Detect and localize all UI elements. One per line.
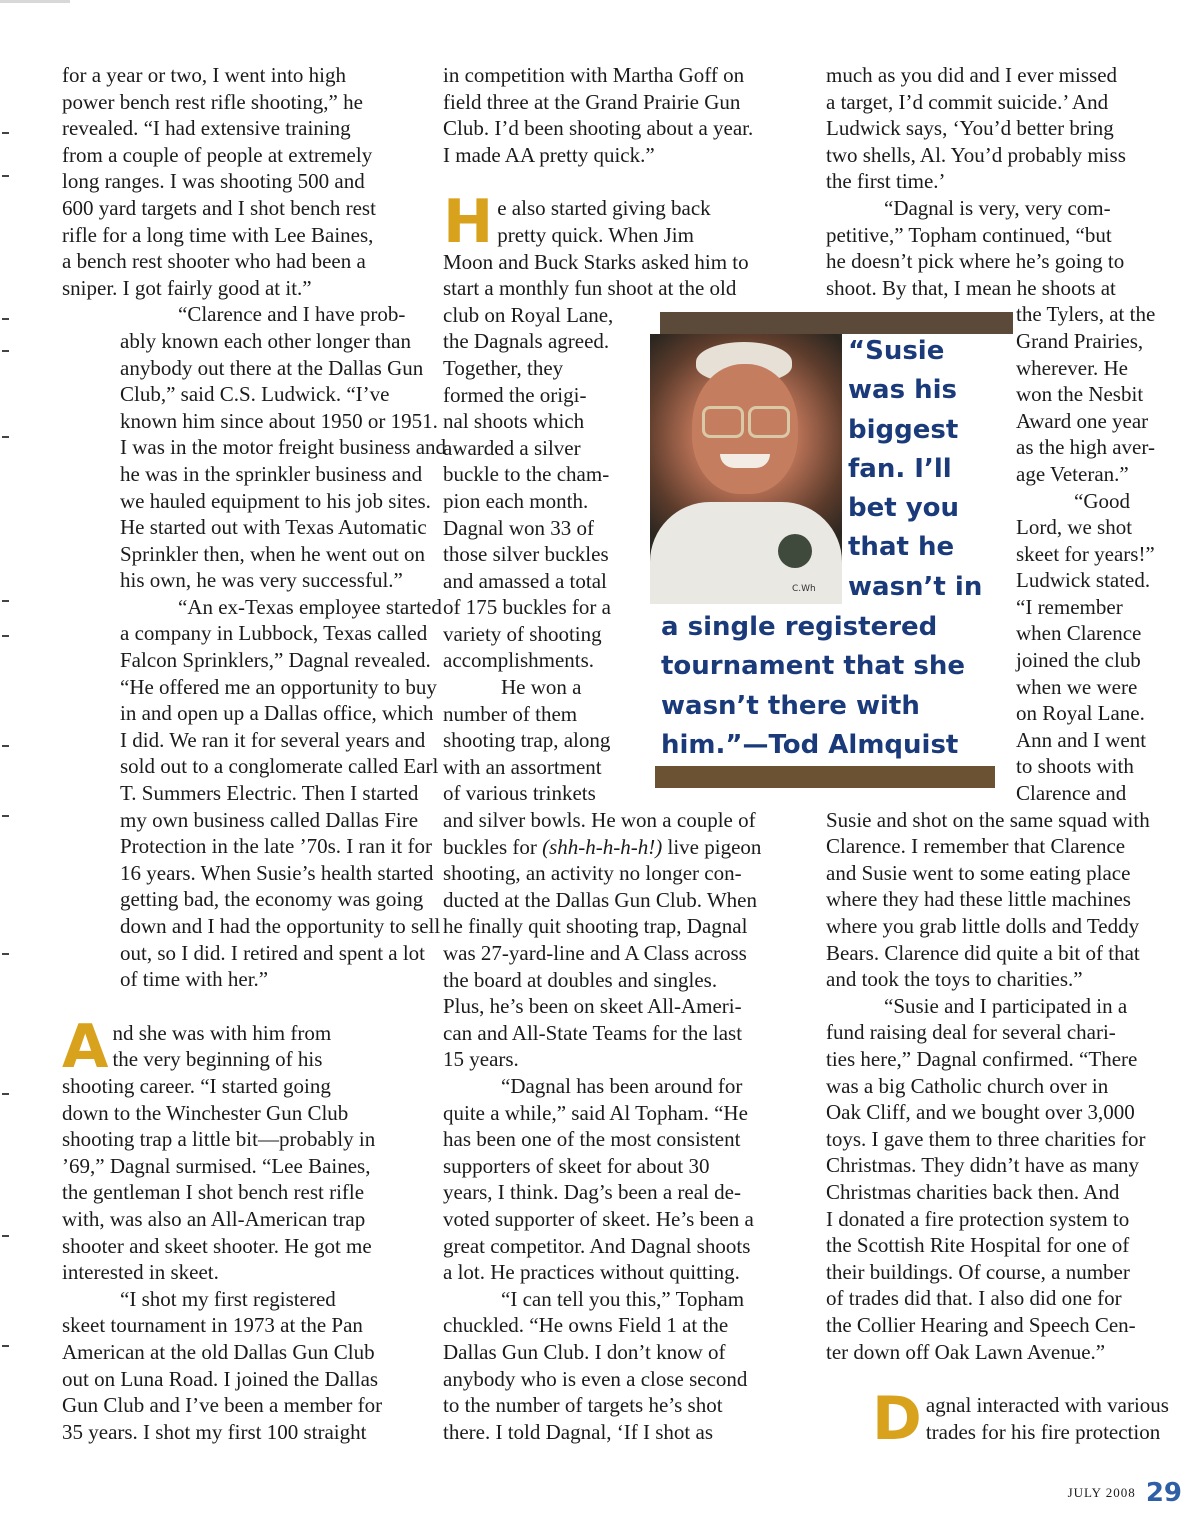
page-number: 29: [1145, 1478, 1182, 1508]
text-line: Together, they: [443, 355, 564, 380]
margin-mark: [2, 1345, 9, 1347]
text-run: buckles for: [443, 834, 543, 859]
drop-cap: D: [872, 1384, 922, 1455]
text-line: in competition with Martha Goff on: [443, 63, 745, 87]
text-line: Ludwick says, ‘You’d better bring: [826, 116, 1114, 141]
text-line: number of them: [443, 701, 578, 726]
pull-quote-bar-top: [660, 312, 1013, 334]
page-footer: [1068, 1478, 1182, 1508]
text-line: petitive,” Topham continued, “but: [826, 222, 1112, 247]
pull-quote-bar-bottom: [655, 766, 995, 788]
text-line: interested in skeet.: [62, 1260, 219, 1285]
text-line: American at the old Dallas Gun Club: [62, 1339, 375, 1364]
text-line: He won a: [501, 675, 582, 700]
text-line: ’69,” Dagnal surmised. “Lee Baines,: [62, 1153, 371, 1178]
paragraph: [443, 1073, 808, 1286]
paragraph: [62, 1286, 422, 1446]
text-line: voted supporter of skeet. He’s been a: [443, 1206, 754, 1231]
issue-date: JULY 2008: [1067, 1485, 1136, 1500]
text-line: won the Nesbit: [1016, 382, 1144, 407]
text-line: of trades did that. I also did one for: [826, 1286, 1122, 1311]
text-line: sold out to a conglomerate called Earl: [120, 754, 439, 779]
text-line: has been one of the most consistent: [443, 1127, 741, 1152]
pull-quote-top: [848, 332, 982, 607]
text-line: fund raising deal for several chari-: [826, 1020, 1116, 1045]
paragraph-dropcap: [826, 1384, 1186, 1455]
text-line: chuckled. “He owns Field 1 at the: [443, 1313, 729, 1338]
text-line: two shells, Al. You’d probably miss: [826, 142, 1126, 167]
text-line: I was in the motor freight business and: [120, 435, 447, 460]
text-line: wherever. He: [1016, 355, 1128, 380]
text-line: revealed. “I had extensive training: [62, 116, 351, 141]
text-line: to the number of targets he’s shot: [443, 1393, 723, 1418]
text-line: “An ex-Texas employee started: [178, 594, 442, 619]
text-line: Plus, he’s been on skeet All-Ameri-: [443, 994, 742, 1019]
drop-cap: H: [443, 187, 494, 258]
text-line: where they had these little machines: [826, 887, 1131, 912]
text-line: down to the Winchester Gun Club: [62, 1100, 349, 1125]
text-line: from a couple of people at extremely: [62, 142, 373, 167]
text-line: the Collier Hearing and Speech Cen-: [826, 1312, 1136, 1337]
text-line: Clarence and: [1016, 781, 1127, 806]
text-line: to shoots with: [1016, 754, 1134, 779]
text-line: quite a while,” said Al Topham. “He: [443, 1100, 748, 1125]
text-line: the very beginning of his: [112, 1047, 323, 1072]
text-line: T. Summers Electric. Then I started: [120, 781, 419, 806]
text-line: on Royal Lane.: [1016, 701, 1145, 726]
text-line: e also started giving back: [497, 196, 711, 221]
text-line: much as you did and I ever missed: [826, 63, 1118, 87]
text-line: the Scottish Rite Hospital for one of: [826, 1233, 1130, 1258]
text-line: “I remember: [1016, 594, 1123, 619]
text-line: Moon and Buck Starks asked him to: [443, 249, 749, 274]
margin-mark: [2, 350, 9, 352]
text-line: shooting trap a little bit—probably in: [62, 1127, 376, 1152]
text-line: He started out with Texas Automatic: [120, 515, 427, 540]
portrait-photo: [650, 334, 842, 604]
text-line: the first time.’: [826, 169, 946, 194]
paragraph: [62, 594, 442, 993]
text-line: awarded a silver: [443, 435, 581, 460]
shirt-logo: [778, 534, 812, 568]
text-line: trades for his fire protection: [925, 1419, 1161, 1444]
text-line: a target, I’d commit suicide.’ And: [826, 89, 1109, 114]
photo-smile: [720, 454, 770, 468]
text-line: “He offered me an opportunity to buy: [120, 674, 437, 699]
paragraph-body: [62, 1011, 422, 1286]
text-line: “I can tell you this,” Topham: [501, 1286, 745, 1311]
paragraph-body: [443, 187, 808, 301]
text-line: and silver bowls. He won a couple of: [443, 808, 756, 833]
text-line: anybody out there at the Dallas Gun: [120, 355, 424, 380]
text-line: a company in Lubbock, Texas called: [120, 621, 428, 646]
margin-mark: [2, 436, 9, 438]
text-line: biggest: [848, 414, 959, 445]
text-line: a lot. He practices without quitting.: [443, 1260, 740, 1285]
text-line: when Clarence: [1016, 621, 1142, 646]
text-line: great competitor. And Dagnal shoots: [443, 1233, 751, 1258]
text-line: out, so I did. I retired and spent a lot: [120, 940, 426, 965]
top-rule: [0, 0, 70, 3]
margin-mark: [2, 815, 9, 817]
text-line: pretty quick. When Jim: [497, 222, 694, 247]
text-line: agnal interacted with various: [925, 1393, 1169, 1418]
text-line: and Susie went to some eating place: [826, 860, 1131, 885]
text-line: my own business called Dallas Fire: [120, 807, 419, 832]
text-line: of time with her.”: [120, 967, 269, 992]
paragraph: [62, 301, 447, 594]
photo-glasses: [702, 406, 744, 438]
text-line: 35 years. I shot my first 100 straight: [62, 1419, 367, 1444]
text-line: can and All-State Teams for the last: [443, 1020, 743, 1045]
text-line: ducted at the Dallas Gun Club. When: [443, 887, 757, 912]
text-line: rifle for a long time with Lee Baines,: [62, 222, 374, 247]
paragraph: [443, 62, 808, 168]
text-line: 16 years. When Susie’s health started: [120, 860, 434, 885]
text-line: nd she was with him from: [112, 1020, 332, 1045]
text-line: nal shoots which: [443, 409, 585, 434]
text-line: “Good: [1074, 488, 1130, 513]
pull-quote-bottom: [661, 608, 965, 765]
text-line: field three at the Grand Prairie Gun: [443, 89, 741, 114]
text-line: tournament that she: [661, 651, 965, 682]
margin-mark: [2, 318, 9, 320]
text-line: bet you: [848, 493, 960, 524]
text-line: start a monthly fun shoot at the old: [443, 276, 737, 301]
text-line: he was in the sprinkler business and: [120, 461, 423, 486]
text-line: with, was also an All-American trap: [62, 1206, 366, 1231]
text-line: the gentleman I shot bench rest rifle: [62, 1180, 365, 1205]
text-line: Clarence. I remember that Clarence: [826, 834, 1126, 859]
text-line: those silver buckles: [443, 542, 609, 567]
text-line: a bench rest shooter who had been a: [62, 249, 366, 274]
text-line: “Clarence and I have prob-: [178, 302, 406, 327]
text-line: Bears. Clarence did quite a bit of that: [826, 940, 1140, 965]
margin-mark: [2, 600, 9, 602]
text-line: for a year or two, I went into high: [62, 63, 347, 87]
text-line: the board at doubles and singles.: [443, 967, 718, 992]
text-line: skeet for years!”: [1016, 541, 1155, 566]
text-line: getting bad, the economy was going: [120, 887, 424, 912]
text-line: anybody who is even a close second: [443, 1366, 748, 1391]
text-line: ter down off Oak Lawn Avenue.”: [826, 1339, 1106, 1364]
text-line: Falcon Sprinklers,” Dagnal revealed.: [120, 648, 431, 673]
italic-run: (shh-h-h-h-h!): [542, 834, 663, 859]
margin-mark: [2, 953, 9, 955]
text-line: supporters of skeet for about 30: [443, 1153, 710, 1178]
text-line: Club. I’d been shooting about a year.: [443, 116, 754, 141]
text-line: Christmas. They didn’t have as many: [826, 1153, 1140, 1178]
text-line: Gun Club and I’ve been a member for: [62, 1393, 383, 1418]
text-line: there. I told Dagnal, ‘If I shot as: [443, 1419, 713, 1444]
text-line: Susie and shot on the same squad with: [826, 807, 1150, 832]
text-line: Sprinkler then, when he went out on: [120, 541, 426, 566]
text-line: Dagnal won 33 of: [443, 515, 595, 540]
text-line: Oak Cliff, and we bought over 3,000: [826, 1100, 1135, 1125]
text-line: was a big Catholic church over in: [826, 1073, 1109, 1098]
text-line: he finally quit shooting trap, Dagnal: [443, 914, 748, 939]
text-line: shoot. By that, I mean he shoots at: [826, 275, 1116, 300]
text-line: joined the club: [1016, 648, 1141, 673]
text-line: Club,” said C.S. Ludwick. “I’ve: [120, 382, 390, 407]
text-line: skeet tournament in 1973 at the Pan: [62, 1313, 363, 1338]
margin-mark: [2, 1093, 9, 1095]
paragraph: [443, 1286, 808, 1446]
text-line: in and open up a Dallas office, which: [120, 701, 434, 726]
text-line: [443, 834, 808, 861]
text-line: Ludwick stated.: [1016, 568, 1151, 593]
margin-mark: [2, 635, 9, 637]
text-line: when we were: [1016, 674, 1138, 699]
text-line: club on Royal Lane,: [443, 302, 614, 327]
text-line: Protection in the late ’70s. I ran it for: [120, 834, 432, 859]
text-line: “Dagnal has been around for: [501, 1073, 743, 1098]
text-line: years, I think. Dag’s been a real de-: [443, 1180, 741, 1205]
text-line: the Tylers, at the: [1016, 302, 1156, 327]
text-line: Grand Prairies,: [1016, 328, 1144, 353]
paragraph: [826, 62, 1186, 195]
text-line: of various trinkets: [443, 781, 596, 806]
text-line: was his: [848, 375, 957, 406]
text-line: and took the toys to charities.”: [826, 967, 1083, 992]
text-line: as the high aver-: [1016, 435, 1155, 460]
text-line: variety of shooting: [443, 621, 602, 646]
text-line: his own, he was very successful.”: [120, 568, 403, 593]
text-line: a single registered: [661, 612, 938, 642]
text-line: shooting trap, along: [443, 728, 611, 753]
photo-glasses: [748, 406, 790, 438]
paragraph: [62, 62, 422, 301]
text-line: long ranges. I was shooting 500 and: [62, 169, 365, 194]
text-line: shooting career. “I started going: [62, 1073, 331, 1098]
text-line: Ann and I went: [1016, 727, 1147, 752]
text-line: I made AA pretty quick.”: [443, 142, 655, 167]
text-line: power bench rest rifle shooting,” he: [62, 89, 363, 114]
text-line: ties here,” Dagnal confirmed. “There: [826, 1046, 1138, 1071]
text-run: live pigeon: [662, 834, 762, 859]
text-line: ably known each other longer than: [120, 328, 411, 353]
text-line: known him since about 1950 or 1951.: [120, 408, 438, 433]
text-line: 15 years.: [443, 1047, 519, 1072]
text-line: “Susie: [848, 336, 945, 366]
text-line: where you grab little dolls and Teddy: [826, 914, 1140, 938]
text-line: shooting, an activity no longer con-: [443, 861, 742, 886]
text-line: we hauled equipment to his job sites.: [120, 488, 431, 513]
text-line: out on Luna Road. I joined the Dallas: [62, 1366, 379, 1391]
paragraph-body: [826, 195, 1186, 301]
text-line: I did. We ran it for several years and: [120, 727, 426, 752]
text-line: the Dagnals agreed.: [443, 329, 610, 354]
text-line: accomplishments.: [443, 648, 595, 673]
photo-credit: C.Wh: [792, 584, 816, 594]
text-line: toys. I gave them to three charities for: [826, 1126, 1146, 1151]
text-line: I donated a fire protection system to: [826, 1206, 1130, 1231]
text-line: “Dagnal is very, very com-: [884, 195, 1111, 220]
text-line: formed the origi-: [443, 382, 587, 407]
text-line: their buildings. Of course, a number: [826, 1259, 1130, 1284]
text-line: of 175 buckles for a: [443, 595, 611, 620]
text-line: buckle to the cham-: [443, 462, 610, 487]
text-line: sniper. I got fairly good at it.”: [62, 275, 312, 300]
article-column-1: [62, 62, 447, 1445]
text-line: 600 yard targets and I shot bench rest: [62, 195, 376, 220]
text-line: and amassed a total: [443, 568, 607, 593]
text-line: him.”—Tod Almquist: [661, 729, 959, 760]
text-line: pion each month.: [443, 488, 589, 513]
text-line: Award one year: [1016, 408, 1149, 433]
text-line: Lord, we shot: [1016, 515, 1133, 540]
text-line: wasn’t in: [848, 571, 983, 602]
text-line: down and I had the opportunity to sell: [120, 914, 441, 938]
text-line: was 27-yard-line and A Class across: [443, 941, 747, 965]
text-line: he doesn’t pick where he’s going to: [826, 249, 1125, 274]
margin-mark: [2, 132, 9, 134]
text-line: wasn’t there with: [661, 690, 920, 721]
text-line: age Veteran.”: [1016, 461, 1129, 486]
text-line: shooter and skeet shooter. He got me: [62, 1233, 372, 1258]
paragraph-body: [443, 860, 808, 1073]
paragraph: [826, 993, 1186, 1365]
text-line: fan. I’ll: [848, 453, 952, 484]
paragraph-body: [826, 807, 1186, 993]
text-line: “I shot my first registered: [120, 1286, 336, 1311]
text-line: that he: [848, 532, 955, 563]
text-line: with an assortment: [443, 754, 602, 779]
margin-mark: [2, 1235, 9, 1237]
margin-mark: [2, 745, 9, 747]
text-line: “Susie and I participated in a: [884, 993, 1128, 1018]
margin-mark: [2, 175, 9, 177]
drop-cap: A: [62, 1011, 109, 1082]
text-line: Christmas charities back then. And: [826, 1179, 1120, 1204]
paragraph-dropcap: [62, 1011, 422, 1286]
text-line: Dallas Gun Club. I don’t know of: [443, 1339, 726, 1364]
